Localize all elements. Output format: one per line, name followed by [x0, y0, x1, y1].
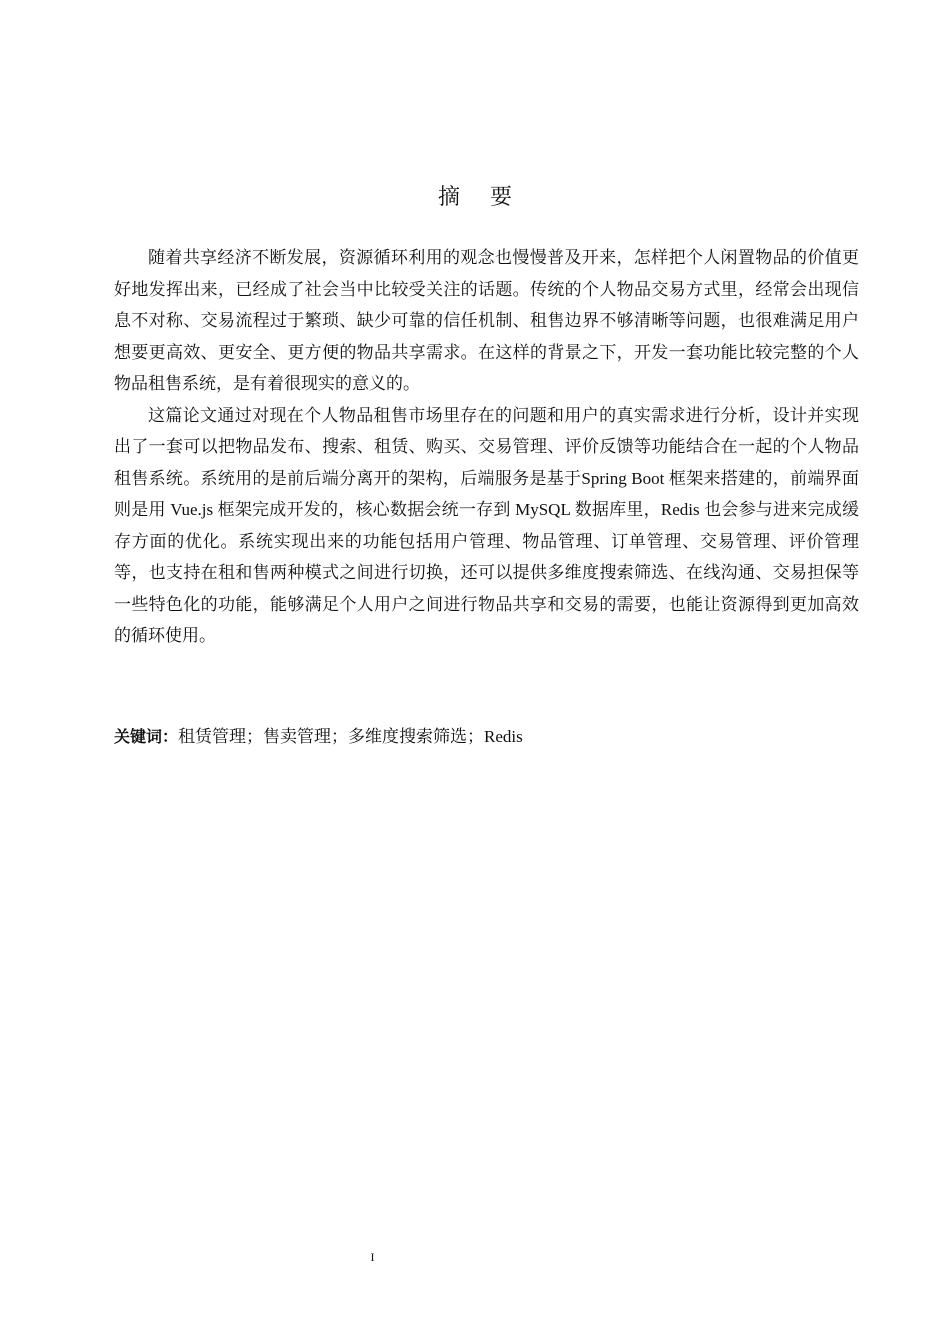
- page-number: I: [370, 1250, 375, 1264]
- abstract-paragraph-2: 这篇论文通过对现在个人物品租售市场里存在的问题和用户的真实需求进行分析，设计并实现出了一套可以把物品发布、搜索、租赁、购买、交易管理、评价反馈等功能结合在一起的个人物品租售系统。系统用的是前后端分离开的架构，后端服务是基于Spring Boot 框架来搭建的，前端界面则是用 Vue.js 框架完成开发的，核心数据会统一存到 MySQL 数据库里，Redis 也会参与进来完成缓存方面的优化。系统实现出来的功能包括用户管理、物品管理、订单管理、交易管理、评价管理等，也支持在租和售两种模式之间进行切换，还可以提供多维度搜索筛选、在线沟通、交易担保等一些特色化的功能，能够满足个人用户之间进行物品共享和交易的需要，也能让资源得到更加高效的循环使用。: [114, 405, 859, 645]
- keywords-label: 关键词：: [114, 727, 179, 746]
- abstract-body: [114, 242, 859, 652]
- abstract-title: 摘要: [437, 185, 542, 210]
- abstract-paragraph-1: 随着共享经济不断发展，资源循环利用的观念也慢慢普及开来，怎样把个人闲置物品的价值更好地发挥出来，已经成了社会当中比较受关注的话题。传统的个人物品交易方式里，经常会出现信息不对称、交易流程过于繁琐、缺少可靠的信任机制、租售边界不够清晰等问题，也很难满足用户想要更高效、更安全、更方便的物品共享需求。在这样的背景之下，开发一套功能比较完整的个人物品租售系统，是有着很现实的意义的。: [114, 248, 859, 393]
- keywords-list: 租赁管理；售卖管理；多维度搜索筛选；Redis: [178, 727, 523, 746]
- keywords-line: [114, 723, 859, 751]
